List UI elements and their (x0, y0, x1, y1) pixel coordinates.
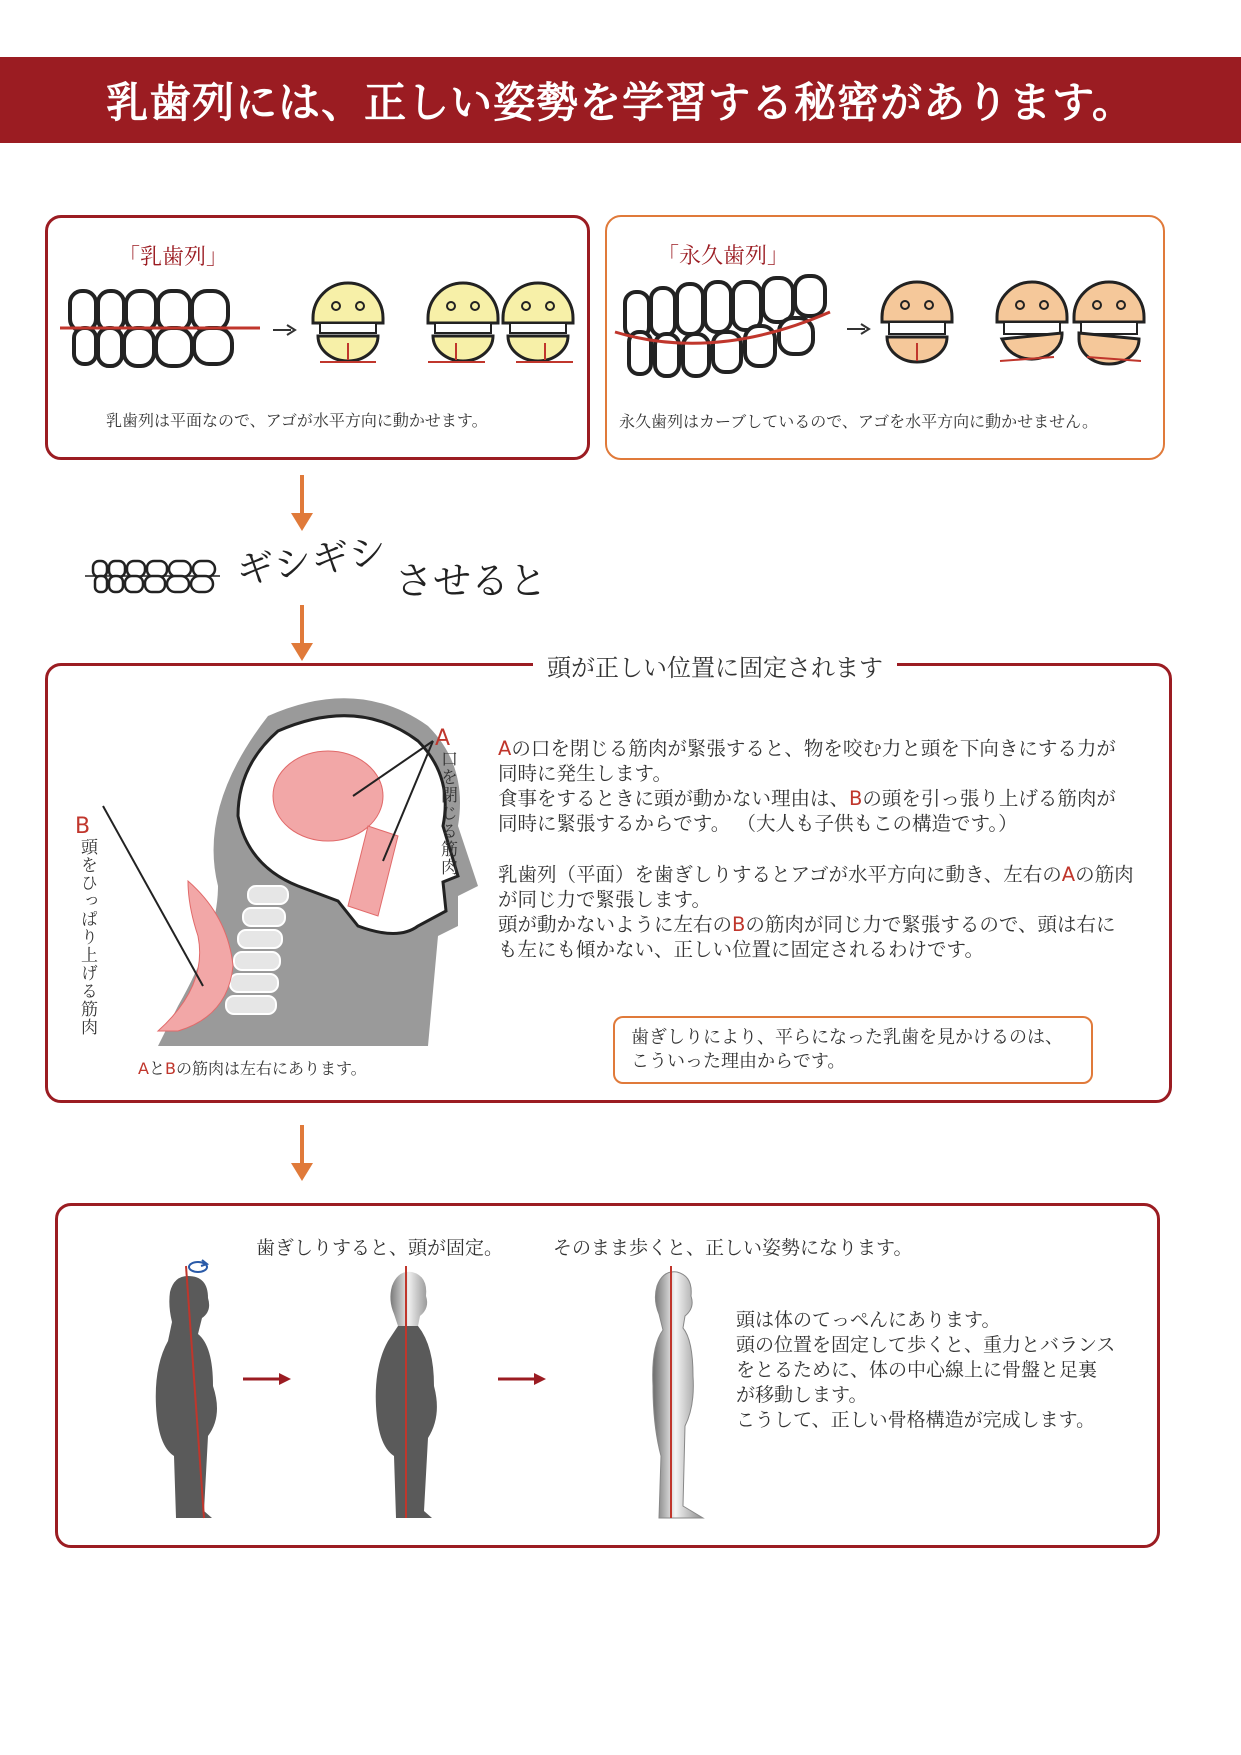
right-arrow-icon (243, 1371, 293, 1387)
label-a: A (435, 726, 451, 751)
explanation-paragraph-2: 乳歯列（平面）を歯ぎしりするとアゴが水平方向に動き、左右のAの筋肉 が同じ力で緊張します。 頭が動かないように左右のBの筋肉が同じ力で緊張するので、頭は右に も左にも傾かない、正しい位置に固定されるわけです。 (498, 863, 1134, 961)
banner-title: 乳歯列には、正しい姿勢を学習する秘密があります。 (106, 78, 1135, 127)
face-level-illustration (308, 278, 388, 378)
down-arrow-icon (290, 605, 314, 663)
head-fixed-figure (348, 1256, 448, 1526)
permanent-dentition-box (605, 215, 1165, 460)
permanent-title: 「永久歯列」 (657, 244, 790, 269)
muscles-caption: AとBの筋肉は左右にあります。 (138, 1059, 367, 1078)
face-peach-left-illustration (992, 277, 1072, 377)
page-banner (0, 57, 1241, 143)
down-arrow-icon (290, 1125, 314, 1183)
correct-posture-figure (613, 1256, 713, 1526)
face-right-illustration (498, 278, 578, 378)
slouched-figure (128, 1256, 228, 1526)
face-peach-level-illustration (877, 277, 957, 377)
posture-description: 頭は体のてっぺんにあります。 頭の位置を固定して歩くと、重力とバランス をとるために、体の中心線上に骨盤と足裏 が移動します。 こうして、正しい骨格構造が完成します。 (736, 1309, 1116, 1431)
flat-teeth-illustration (60, 286, 260, 376)
rotation-icon (186, 1258, 210, 1276)
label-a-text: 口を閉じる筋肉 (437, 750, 457, 876)
head-fixation-box (45, 654, 1172, 1103)
face-left-illustration (423, 278, 503, 378)
permanent-caption: 永久歯列はカーブしているので、アゴを水平方向に動かせません。 (619, 412, 1099, 431)
right-arrow-icon (847, 322, 871, 336)
posture-step-1: 歯ぎしりすると、頭が固定。 (256, 1237, 504, 1259)
grind-text: させると (395, 559, 548, 603)
head-section-title: 頭が正しい位置に固定されます (533, 648, 897, 683)
explanation-paragraph-1: Aの口を閉じる筋肉が緊張すると、物を咬む力と頭を下向きにする力が 同時に発生します。 食事をするときに頭が動かない理由は、Bの頭を引っ張り上げる筋肉が 同時に緊張するからです。 （大人も子供もこの構造です。） (498, 737, 1116, 835)
small-teeth-icon (85, 557, 220, 597)
face-peach-right-illustration (1069, 277, 1149, 377)
down-arrow-icon (290, 475, 314, 533)
grind-sound-text: ギシギシ (233, 528, 390, 594)
right-arrow-icon (273, 323, 297, 337)
primary-dentition-box (45, 215, 590, 460)
curved-teeth-illustration (615, 272, 835, 382)
right-arrow-icon (498, 1371, 548, 1387)
primary-title: 「乳歯列」 (118, 245, 229, 270)
posture-step-2: そのまま歩くと、正しい姿勢になります。 (553, 1237, 913, 1259)
flat-teeth-note: 歯ぎしりにより、平らになった乳歯を見かけるのは、 こういった理由からです。 (613, 1016, 1093, 1084)
primary-caption: 乳歯列は平面なので、アゴが水平方向に動かせます。 (106, 411, 488, 430)
label-b: B (75, 814, 91, 839)
label-b-text: 頭をひっぱり上げる筋肉 (77, 838, 97, 1036)
posture-box (55, 1203, 1160, 1548)
